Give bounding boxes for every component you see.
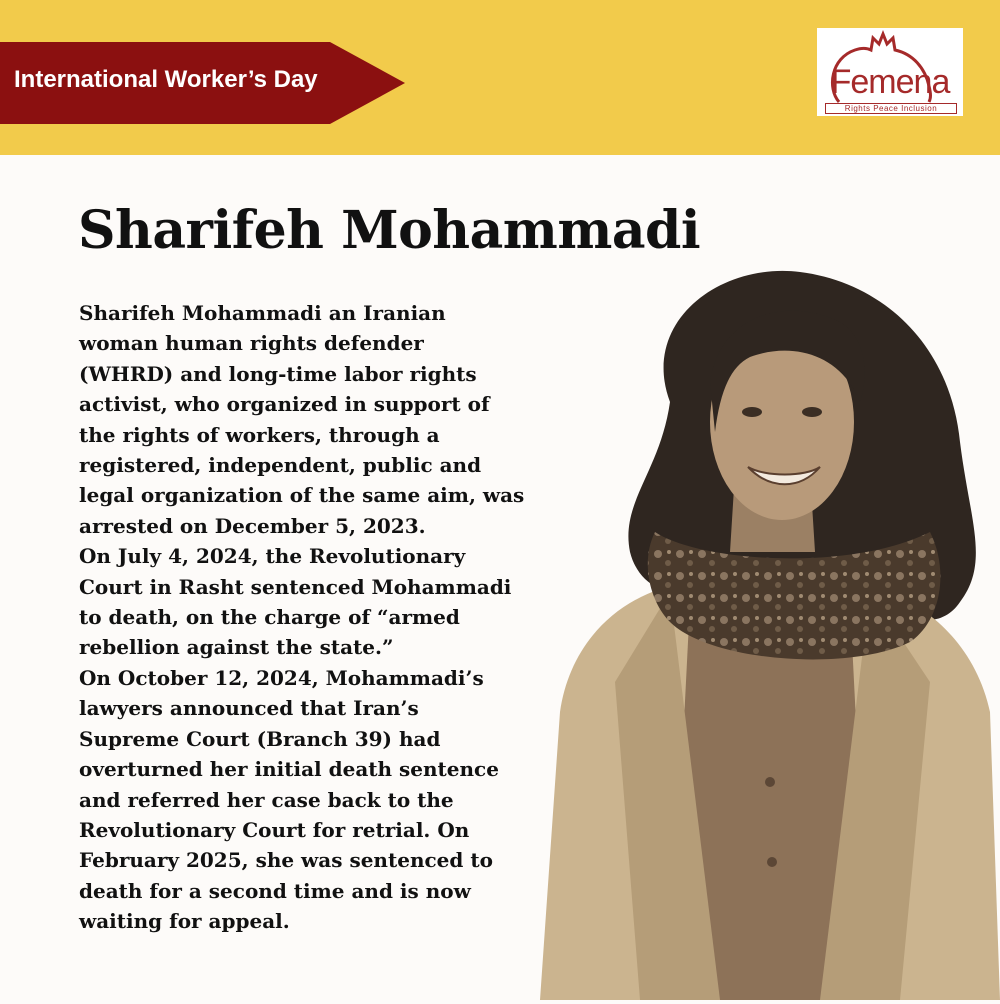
top-banner (0, 0, 1000, 155)
bio-line: registered, independent, public and (79, 453, 482, 478)
bio-line: On July 4, 2024, the Revolutionary (79, 544, 466, 569)
profile-name: Sharifeh Mohammadi (78, 200, 701, 261)
bio-line: legal organization of the same aim, was (79, 483, 525, 508)
bio-line: activist, who organized in support of (79, 392, 490, 417)
bio-line: rebellion against the state.” (79, 635, 394, 660)
femena-logo (817, 28, 963, 116)
bio-line: woman human rights defender (79, 331, 424, 356)
bio-line: and referred her case back to the (79, 787, 454, 812)
bio-line: Supreme Court (Branch 39) had (79, 726, 441, 751)
logo-wordmark: Femena (830, 63, 950, 101)
bio-line: to death, on the charge of “armed (79, 605, 460, 630)
bio-line: Court in Rasht sentenced Mohammadi (79, 574, 512, 599)
event-ribbon (0, 42, 405, 124)
profile-bio (79, 298, 549, 937)
bio-line: On October 12, 2024, Mohammadi’s (79, 665, 484, 690)
bio-line: (WHRD) and long-time labor rights (79, 361, 477, 386)
bio-line: Sharifeh Mohammadi an Iranian (79, 301, 446, 325)
bio-line: February 2025, she was sentenced to (79, 848, 493, 873)
logo-tagline: Rights Peace Inclusion (825, 103, 957, 114)
portrait-photo (520, 262, 1000, 1000)
bio-line: arrested on December 5, 2023. (79, 513, 426, 538)
bio-line: overturned her initial death sentence (79, 757, 499, 782)
portrait-illustration (520, 262, 1000, 1000)
event-label: International Worker’s Day (14, 66, 318, 93)
bio-line: death for a second time and is now (79, 878, 471, 903)
bio-line: the rights of workers, through a (79, 422, 440, 447)
bio-line: lawyers announced that Iran’s (79, 696, 419, 721)
bio-line: Revolutionary Court for retrial. On (79, 817, 470, 842)
bio-line: waiting for appeal. (79, 909, 290, 934)
